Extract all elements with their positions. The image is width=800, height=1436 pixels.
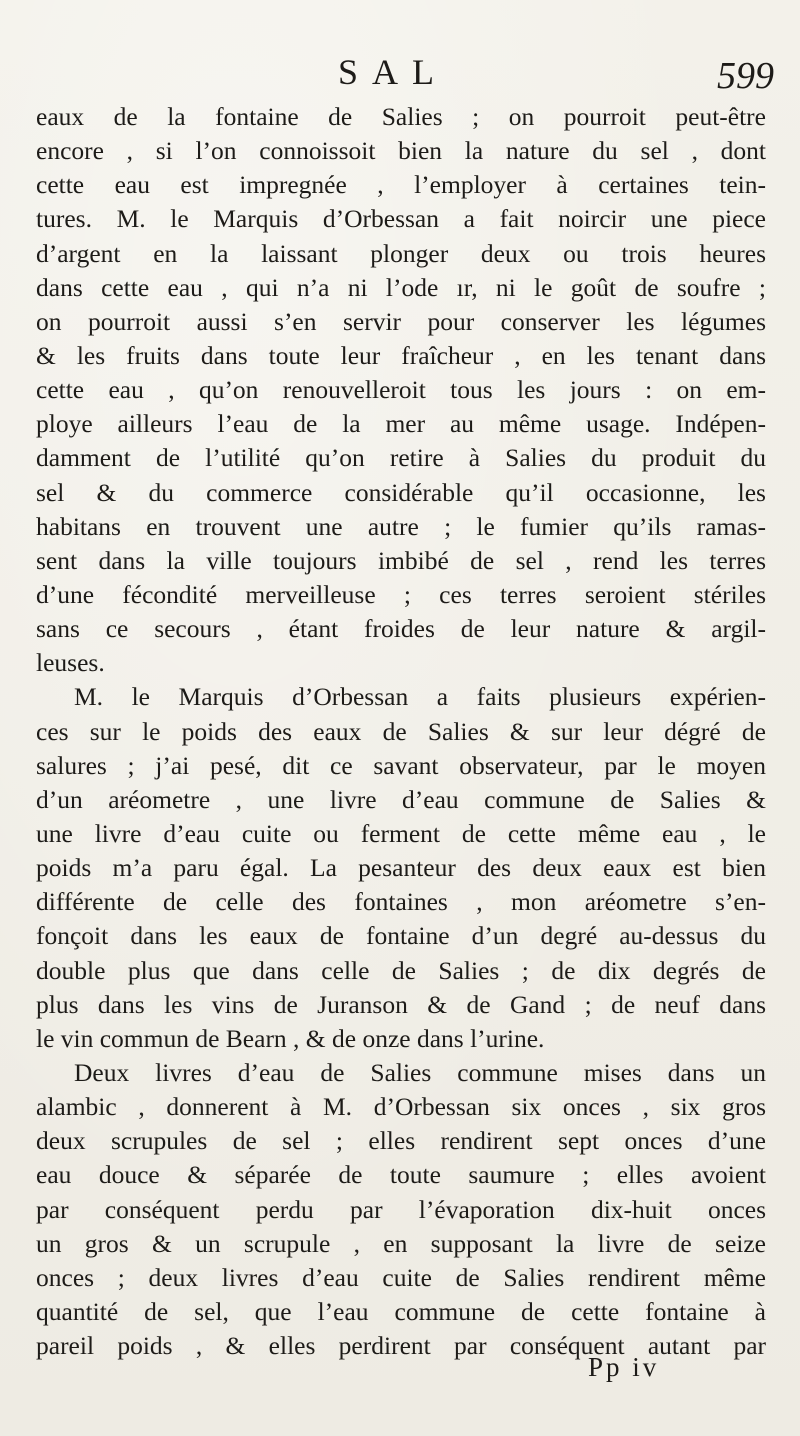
text-line: ploye ailleurs l’eau de la mer au même usage. Indépen- <box>36 409 766 439</box>
paragraph-end-line: leuses. <box>36 648 105 678</box>
text-line: sent dans la ville toujours imbibé de sel , rend les terres <box>36 545 766 575</box>
text-line: quantité de sel, que l’eau commune de cette fontaine à <box>36 1296 766 1326</box>
running-head <box>0 48 800 96</box>
text-line: différente de celle des fontaines , mon aréometre s’en- <box>36 887 766 917</box>
running-head-title: SAL <box>338 52 449 92</box>
text-line: salures ; j’ai pesé, dit ce savant observateur, par le moyen <box>36 750 766 780</box>
text-line: fonçoit dans les eaux de fontaine d’un degré au-dessus du <box>36 921 766 951</box>
text-line: dans cette eau , qui n’a ni l’ode ır, ni le goût de soufre ; <box>36 272 766 302</box>
text-line: cette eau est impregnée , l’employer à certaines tein- <box>36 170 766 200</box>
paragraph-start-line: M. le Marquis d’Orbessan a faits plusieurs expérien- <box>74 682 766 712</box>
text-line: cette eau , qu’on renouvelleroit tous les jours : on em- <box>36 375 766 405</box>
text-line: double plus que dans celle de Salies ; de dix degrés de <box>36 955 766 985</box>
text-line: sel & du commerce considérable qu’il occasionne, les <box>36 477 766 507</box>
text-line: plus dans les vins de Juranson & de Gand ; de neuf dans <box>36 989 766 1019</box>
text-line: damment de l’utilité qu’on retire à Salies du produit du <box>36 443 766 473</box>
text-line: habitans en trouvent une autre ; le fumier qu’ils ramas- <box>36 511 766 541</box>
text-line: encore , si l’on connoissoit bien la nature du sel , dont <box>36 136 766 166</box>
text-line: par conséquent perdu par l’évaporation dix-huit onces <box>36 1194 766 1224</box>
paragraph-end-line: le vin commun de Bearn , & de onze dans l’urine. <box>36 1023 545 1053</box>
text-line: onces ; deux livres d’eau cuite de Salies rendirent même <box>36 1262 766 1292</box>
text-line: tures. M. le Marquis d’Orbessan a fait noircir une piece <box>36 204 766 234</box>
text-line: une livre d’eau cuite ou ferment de cette même eau , le <box>36 818 766 848</box>
text-line: poids m’a paru égal. La pesanteur des deux eaux est bien <box>36 853 766 883</box>
text-line: deux scrupules de sel ; elles rendirent sept onces d’une <box>36 1126 766 1156</box>
text-line: un gros & un scrupule , en supposant la livre de seize <box>36 1228 766 1258</box>
signature-mark: Pp iv <box>588 1352 660 1382</box>
text-line: d’une fécondité merveilleuse ; ces terres seroient stériles <box>36 579 766 609</box>
text-line: eau douce & séparée de toute saumure ; elles avoient <box>36 1160 766 1190</box>
text-line: on pourroit aussi s’en servir pour conserver les légumes <box>36 306 766 336</box>
body-text <box>36 100 766 1363</box>
text-line: d’argent en la laissant plonger deux ou trois heures <box>36 238 766 268</box>
text-line: & les fruits dans toute leur fraîcheur , en les tenant dans <box>36 340 766 370</box>
text-line: pareil poids , & elles perdirent par conséquent autant par <box>36 1331 766 1361</box>
text-line: d’un aréometre , une livre d’eau commune de Salies & <box>36 784 766 814</box>
text-line: alambic , donnerent à M. d’Orbessan six onces , six gros <box>36 1092 766 1122</box>
text-line: eaux de la fontaine de Salies ; on pourroit peut-être <box>36 102 766 131</box>
page-number: 599 <box>717 55 774 97</box>
text-line: sans ce secours , étant froides de leur nature & argil- <box>36 614 766 644</box>
paragraph-start-line: Deux livres d’eau de Salies commune mises dans un <box>74 1057 766 1087</box>
text-line: ces sur le poids des eaux de Salies & sur leur dégré de <box>36 716 766 746</box>
